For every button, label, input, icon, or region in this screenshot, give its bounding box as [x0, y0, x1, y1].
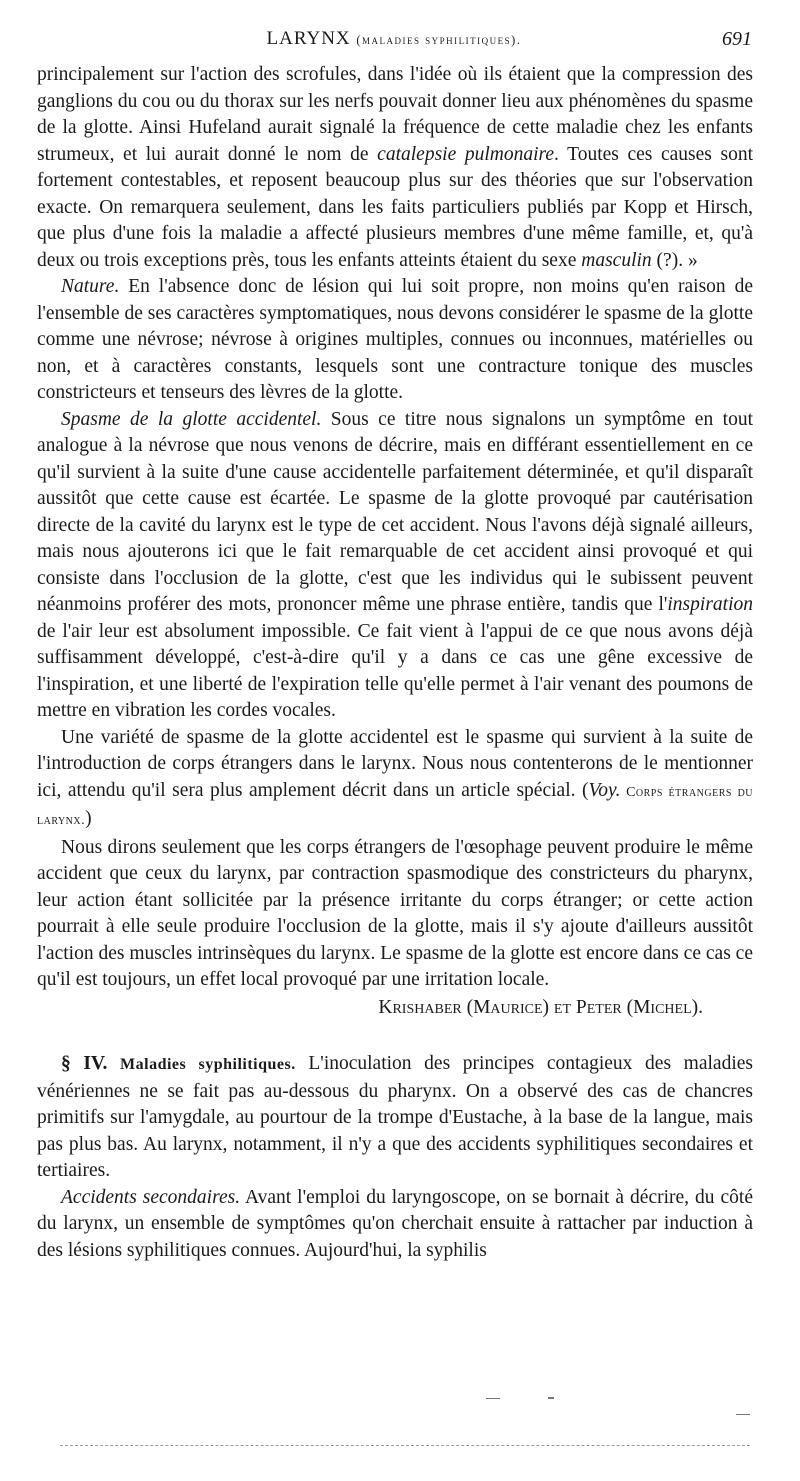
text-run: Nous dirons seulement que les corps étrangers de l'œsophage peuvent produire le même accident que ceux du larynx, par contraction spasmodique des constricteurs du pharynx, leur action étant sollicitée par la présence irritante du corps étranger; or cette action pourrait à elle seule produire l'occlusion de la glotte, mais il s'y ajoute d'ailleurs aussitôt l'action des muscles intrinsèques du larynx. Le spasme de la glotte est encore dans ce cas ce qu'il est toujours, un effet local provoqué par une irritation locale. — [37, 836, 753, 990]
text-run: principalement sur l'action des scrofules, dans l'idée où ils étaient que la compression des ganglions du cou ou du thorax sur les nerfs pouvait donner lieu aux phénomènes du spasme de la glotte. Ainsi Hufeland aurait signalé la fréquence de cette maladie chez les enfants strumeux, et lui aurait donné le nom de — [37, 64, 753, 165]
runin-heading: Nature. — [61, 276, 120, 297]
italic-term: Voy. — [588, 779, 621, 801]
footer-rule — [60, 1445, 750, 1446]
running-head — [36, 28, 752, 54]
paragraph-causes — [37, 62, 753, 274]
text-run: ) — [85, 808, 92, 829]
paragraph-corps-etrangers — [37, 725, 753, 835]
running-title-main: LARYNX — [266, 28, 351, 49]
italic-term: masculin — [581, 249, 652, 271]
paragraph-spasme-accidentel — [37, 407, 753, 725]
author-signature: Krishaber (Maurice) et Peter (Michel). — [378, 996, 703, 1018]
text-run: (?). » — [651, 249, 698, 271]
body-text — [37, 62, 753, 1264]
text-run: Sous ce titre nous signalons un symptôme en tout analogue à la névrose que nous venons de décrire, mais en différant essentiellement en ce qu'il survient à la suite d'une cause accidentelle parfaitement déterminée, et qu'il disparaît aussitôt que cette cause est écartée. Le spasme de la glotte provoqué par cautérisation directe de la cavité du larynx est le type de cet accident. Nous l'avons déjà signalé ailleurs, mais nous ajouterons ici que le fait remarquable de cet accident ainsi provoqué et qui consiste dans l'occlusion de la glotte, c'est que les individus qui le subissent peuvent néanmoins proférer des mots, prononcer même une phrase entière, tandis que l' — [37, 408, 753, 615]
italic-term: inspiration — [667, 594, 753, 615]
running-title-sub: (maladies syphilitiques). — [356, 33, 522, 47]
paragraph-nature — [37, 274, 753, 407]
section-spacer — [37, 1021, 753, 1051]
cross-reference: Corps étrangers du larynx. — [37, 784, 754, 828]
text-run: L'inoculation des principes contagieux des maladies vénériennes ne se fait pas au-dessous du pharynx. On a observé des cas de chancres primitifs sur l'amygdale, au pourtour de la trompe d'Eustache, à la base de la langue, mais pas plus bas. Au larynx, notamment, il n'y a que des accidents syphilitiques secondaires et tertiaires. — [37, 1053, 753, 1181]
page-number: 691 — [722, 28, 752, 50]
runin-heading: Accidents secondaires. — [61, 1186, 241, 1208]
paragraph-oesophage — [37, 835, 753, 994]
text-run: . Toutes ces causes sont fortement contestables, et reposent beaucoup plus sur des théories que sur l'observation exacte. On remarquera seulement, dans les faits particuliers publiés par Kopp et Hirsch, que plus d'une fois la maladie a affecté plusieurs membres d'une même famille, et, qu'à deux ou trois exceptions près, tous les enfants atteints étaient du sexe — [37, 143, 753, 271]
text-run: de l'air leur est absolument impossible. Ce fait vient à l'appui de ce que nous avons déjà suffisamment développé, c'est-à-dire qu'il y a dans ce cas une gêne excessive de l'inspiration, et une liberté de l'expiration telle qu'elle permet à l'air venant des poumons de mettre en vibration les cordes vocales. — [37, 620, 753, 721]
section-heading: Maladies syphilitiques. — [120, 1056, 296, 1073]
print-speck — [548, 1397, 554, 1399]
print-speck — [736, 1414, 750, 1415]
italic-term: catalepsie pulmonaire — [377, 143, 555, 165]
print-speck — [486, 1398, 500, 1399]
paragraph-accidents-secondaires — [37, 1185, 753, 1265]
text-run: En l'absence donc de lésion qui lui soit propre, non moins qu'en raison de l'ensemble de ses caractères symptomatiques, nous devons considérer le spasme de la glotte comme une névrose; névrose à origines multiples, connues ou inconnues, matérielles ou non, et à caractères constants, lesquels sont une contracture tonique des muscles constricteurs et tenseurs des lèvres de la glotte. — [37, 276, 753, 403]
runin-heading: Spasme de la glotte accidentel. — [61, 408, 322, 430]
running-title — [36, 28, 752, 50]
text-run: Avant l'emploi du laryngoscope, on se bornait à décrire, du côté du larynx, un ensemble de symptômes qu'on cherchait ensuite à rattacher par induction à des lésions syphilitiques connues. Aujourd'hui, la syphilis — [37, 1186, 753, 1261]
paragraph-maladies-syphilitiques — [37, 1051, 753, 1185]
text-run: Une variété de spasme de la glotte accidentel est le spasme qui survient à la suite de l'introduction de corps étrangers dans le larynx. Nous nous contenterons de le mentionner ici, attendu qu'il sera plus amplement décrit dans un article spécial. ( — [37, 726, 753, 801]
section-number: § IV. — [61, 1053, 108, 1074]
